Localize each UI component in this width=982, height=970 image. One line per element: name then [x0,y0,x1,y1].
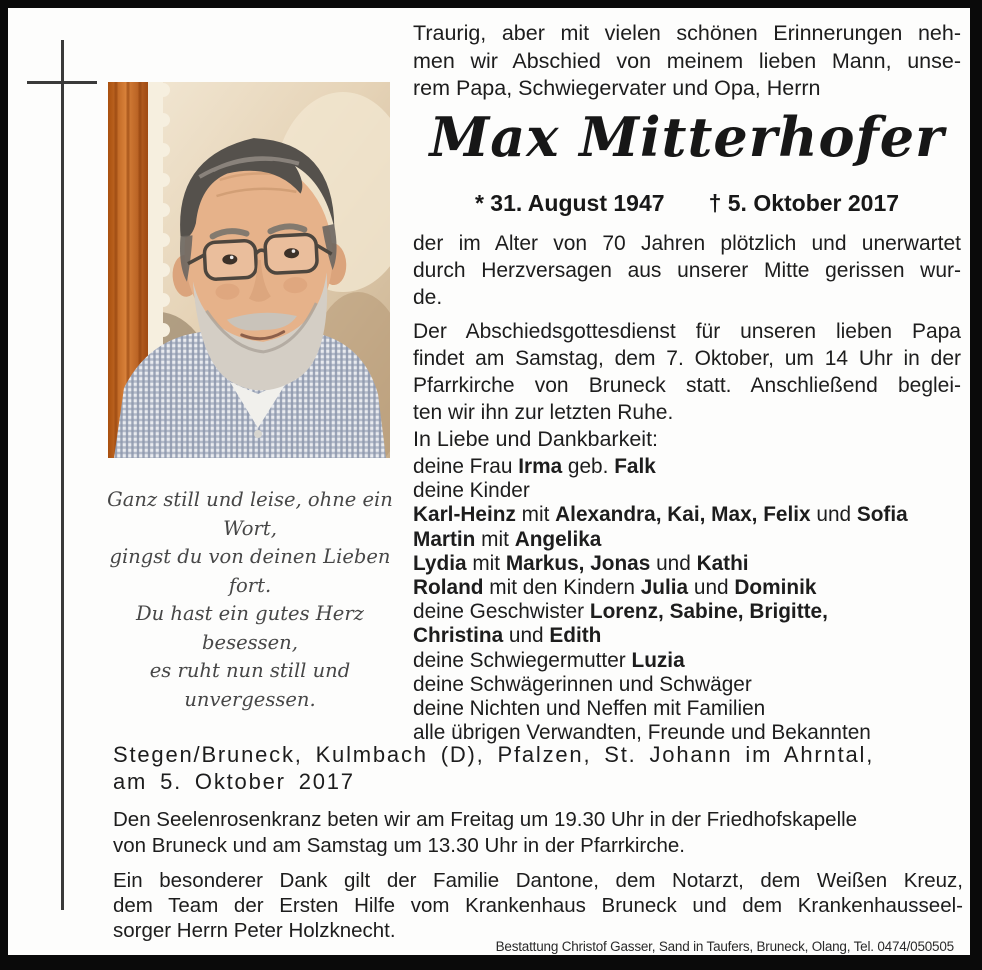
text-line: deine Kinder [413,479,530,503]
portrait-photo [108,82,390,458]
death-date: † 5. Oktober 2017 [708,190,900,216]
text-line: deine Frau Irma geb. Falk [413,455,656,478]
age-paragraph [413,230,961,311]
text-line: Pfarrkirche von Bruneck statt. Anschließend beglei- [413,374,961,397]
text-line: ten wir ihn zur letzten Ruhe. [413,401,674,424]
text-line: gingst du von deinen Lieben fort. [109,545,391,597]
family-section-heading: In Liebe und Dankbarkeit: [413,427,659,451]
text-line: Martin mit Angelika [413,527,602,551]
funeral-home-credit: Bestattung Christof Gasser, Sand in Taufers, Bruneck, Olang, Tel. 0474/050505 [495,939,954,954]
text-line: Stegen/Bruneck, Kulmbach (D), Pfalzen, St. Johann im Ahrntal, [113,742,875,767]
text-line: am 5. Oktober 2017 [113,769,355,794]
text-line: Karl-Heinz mit Alexandra, Kai, Max, Felix und Sofia [413,503,908,527]
text-line: Ein besonderer Dank gilt der Familie Dantone, dem Notarzt, dem Weißen Kreuz, [113,869,963,892]
text-line: men wir Abschied von meinem lieben Mann, unse- [413,48,961,73]
family-list [413,455,961,745]
text-line: der im Alter von 70 Jahren plötzlich und unerwartet [413,232,961,255]
life-dates [413,190,961,217]
text-line: deine Geschwister Lorenz, Sabine, Brigitte, [413,600,828,624]
text-line: deine Schwägerinnen und Schwäger [413,672,752,696]
intro-paragraph [413,20,961,103]
text-line: deine Nichten und Neffen mit Familien [413,697,766,721]
places-and-date [113,741,963,795]
text-line: Der Abschiedsgottesdienst für unseren lieben Papa [413,320,961,343]
text-line: Roland mit den Kindern Julia und Dominik [413,576,817,600]
cross-horizontal-bar [27,81,97,84]
text-line: Den Seelenrosenkranz beten wir am Freitag um 19.30 Uhr in der Friedhofskapelle [113,808,858,831]
memorial-verse [92,486,408,714]
obituary-page [8,8,970,955]
text-line: findet am Samstag, dem 7. Oktober, um 14 Uhr in der [413,347,961,370]
text-line: durch Herzversagen aus unserer Mitte gerissen wur- [413,259,961,282]
text-line: Lydia mit Markus, Jonas und Kathi [413,551,749,575]
portrait-photo-illustration [108,82,390,458]
text-line: deine Schwiegermutter Luzia [413,648,685,672]
deceased-name: Max Mitterhofer [429,105,945,169]
text-line: Du hast ein gutes Herz besessen, [136,602,364,654]
rosary-paragraph [113,807,963,859]
text-line: Ganz still und leise, ohne ein Wort, [107,488,393,540]
cross-vertical-bar [61,40,64,910]
text-line: es ruht nun still und unvergessen. [149,659,351,711]
thanks-paragraph [113,868,963,943]
text-line: alle übrigen Verwandten, Freunde und Bekannten [413,721,871,745]
text-line: de. [413,286,443,309]
text-line: von Bruneck und am Samstag um 13.30 Uhr in der Pfarrkirche. [113,834,685,857]
birth-date: * 31. August 1947 [474,190,665,216]
service-paragraph [413,318,961,426]
text-line: sorger Herrn Peter Holzknecht. [113,919,396,942]
text-line: Christina und Edith [413,624,602,648]
text-line: dem Team der Ersten Hilfe vom Krankenhaus Bruneck und dem Krankenhausseel- [113,894,963,917]
text-line: rem Papa, Schwiegervater und Opa, Herrn [413,76,821,100]
text-line: Traurig, aber mit vielen schönen Erinnerungen neh- [413,21,961,45]
